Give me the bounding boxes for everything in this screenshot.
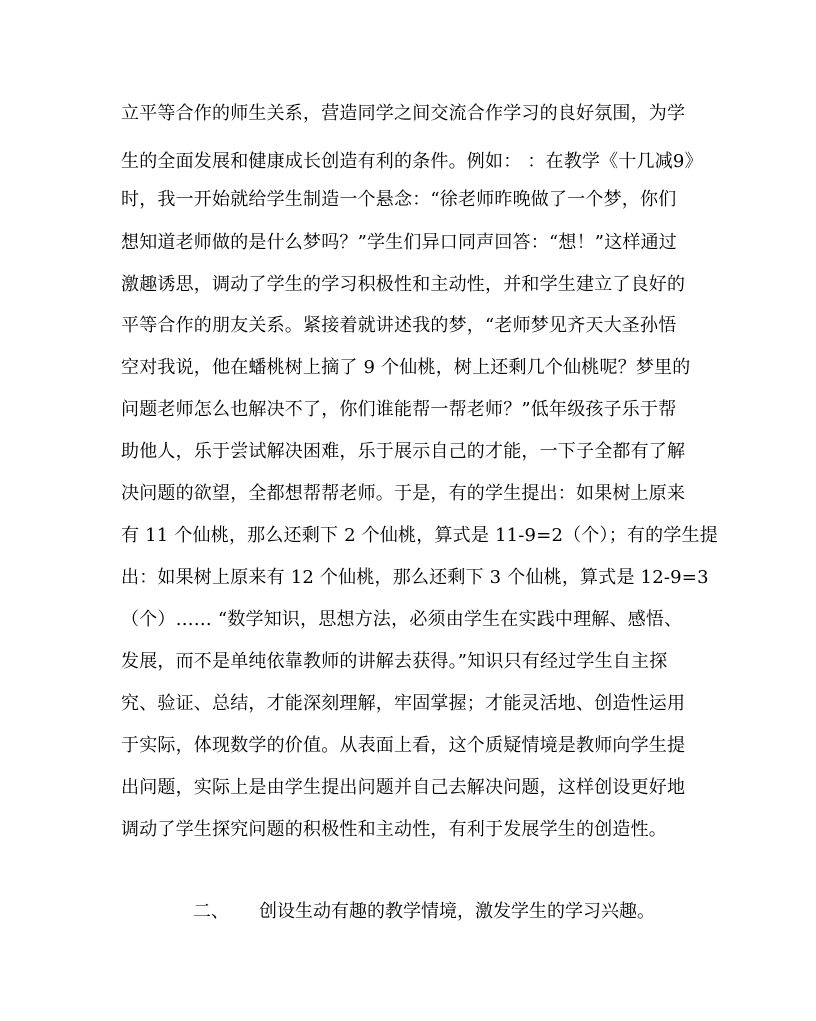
paragraph-line: 时，我一开始就给学生制造一个悬念：“徐老师昨晚做了一个梦，你们 [121, 189, 677, 210]
paragraph-line: 发展，而不是单纯依靠教师的讲解去获得。”知识只有经过学生自主探 [121, 651, 668, 672]
section-heading [193, 900, 655, 924]
paragraph-line: 决问题的欲望，全都想帮帮老师。于是，有的学生提出：如果树上原来 [121, 483, 686, 504]
paragraph-line: 有 11 个仙桃，那么还剩下 2 个仙桃，算式是 11-9=2（个）；有的学生提 [121, 525, 718, 546]
section-number: 二、 [193, 901, 229, 922]
paragraph-line: 生的全面发展和健康成长创造有利的条件。例如： ：在教学《十几减9》 [121, 151, 703, 172]
paragraph-line: 出问题，实际上是由学生提出问题并自己去解决问题，这样创设更好地 [121, 777, 686, 798]
paragraph-line: 助他人，乐于尝试解决困难，乐于展示自己的才能，一下子全都有了解 [121, 441, 686, 462]
paragraph-line: 出：如果树上原来有 12 个仙桃，那么还剩下 3 个仙桃，算式是 12-9=3 [121, 567, 709, 588]
paragraph-line: 空对我说，他在蟠桃树上摘了 9 个仙桃，树上还剩几个仙桃呢？梦里的 [121, 357, 691, 378]
section-title: 创设生动有趣的教学情境，激发学生的学习兴趣。 [259, 901, 655, 922]
paragraph-line: 想知道老师做的是什么梦吗？”学生们异口同声回答：“想！”这样通过 [121, 232, 678, 253]
paragraph-line: 立平等合作的师生关系，营造同学之间交流合作学习的良好氛围，为学 [121, 103, 686, 124]
paragraph-line: 问题老师怎么也解决不了，你们谁能帮一帮老师？”低年级孩子乐于帮 [121, 399, 677, 420]
paragraph-line: 平等合作的朋友关系。紧接着就讲述我的梦，“老师梦见齐天大圣孙悟 [121, 315, 677, 336]
paragraph-line: 究、验证、总结，才能深刻理解，牢固掌握；才能灵活地、创造性运用 [121, 693, 686, 714]
paragraph-line: 于实际，体现数学的价值。从表面上看，这个质疑情境是教师向学生提 [121, 735, 686, 756]
paragraph-line: 激趣诱思，调动了学生的学习积极性和主动性，并和学生建立了良好的 [121, 274, 686, 295]
paragraph-line: （个）…… “数学知识，思想方法，必须由学生在实践中理解、感悟、 [121, 609, 683, 630]
paragraph-line: 调动了学生探究问题的积极性和主动性，有利于发展学生的创造性。 [121, 819, 667, 840]
